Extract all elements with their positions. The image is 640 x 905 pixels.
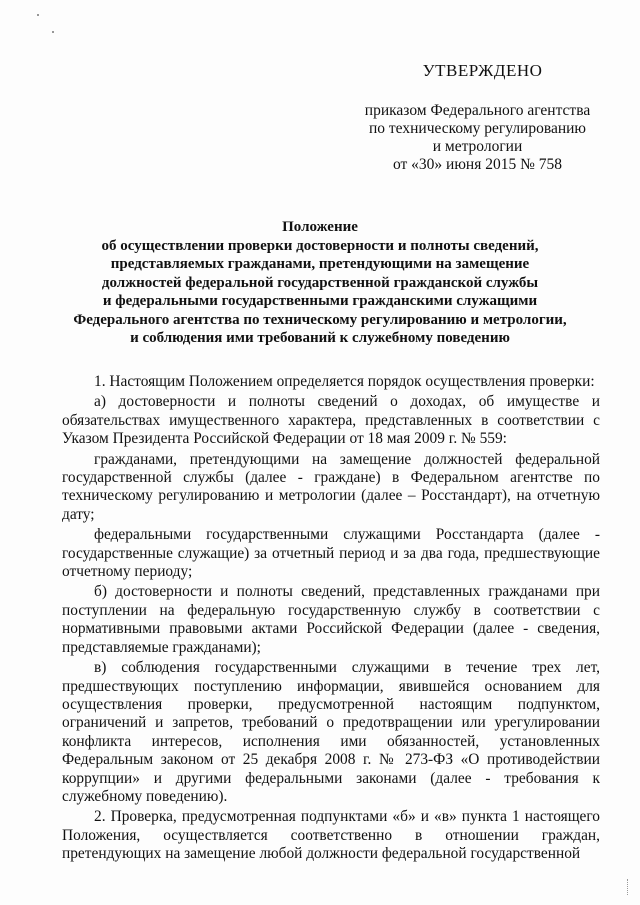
document-heading — [40, 218, 600, 348]
paragraph-1b: б) достоверности и полноты сведений, представленных гражданами при поступлении на федеральную государственную службу в соответствии с нормативными правовыми актами Российской Федерации (далее - сведения, представляемые гражданами); — [62, 583, 600, 656]
paragraph-1a-citizens: гражданами, претендующими на замещение должностей федеральной государственной службы (далее - граждане) в Федеральном агентстве по техническому регулированию и метрологии (далее – Росстандарт), на отчетную дату; — [62, 450, 600, 523]
approval-line: от «30» июня 2015 № 758 — [392, 156, 563, 173]
approval-line: приказом Федерального агентства — [364, 102, 591, 119]
paragraph-1: 1. Настоящим Положением определяется порядок осуществления проверки: — [94, 373, 595, 390]
heading-line: и соблюдения ими требований к служебному поведению — [130, 330, 510, 346]
paragraph-1a: а) достоверности и полноты сведений о доходах, об имуществе и обязательствах имущественного характера, представленных в соответствии с Указом Президента Российской Федерации от 18 мая 2009 г. № 559: — [62, 393, 600, 448]
heading-line: об осуществлении проверки достоверности и полноты сведений, — [101, 237, 539, 254]
scan-edge-mark — [627, 879, 632, 895]
paragraph-1a-servants: федеральными государственными служащими Росстандарта (далее - государственные служащие) за отчетный период и за два года, предшествующие отчетному периоду; — [62, 526, 600, 581]
scan-speck — [52, 31, 54, 33]
approved-title: УТВЕРЖДЕНО — [422, 61, 543, 80]
heading-line: представляемых гражданами, претендующими на замещение — [110, 256, 530, 272]
paragraph-1c: в) соблюдения государственными служащими в течение трех лет, предшествующих поступлению информации, явившейся основанием для осуществления проверки, предусмотренной настоящим подпунктом, ограничений и запретов, требований о предотвращении или урегулировании конфликта интересов, исполнения ими обязанностей, установленных Федеральным законом от 25 декабря 2008 г. № 273-ФЗ «О противодействии коррупции» и другими федеральными законами (далее - требования к служебному поведению). — [62, 659, 600, 805]
document-title: Положение — [282, 219, 358, 235]
document-body — [62, 373, 600, 866]
heading-line: должностей федеральной государственной гражданской службы — [101, 274, 539, 291]
approval-line: по техническому регулированию — [368, 120, 587, 137]
heading-line: Федерального агентства по техническому регулированию и метрологии, — [73, 311, 567, 328]
approval-line: и метрологии — [432, 138, 523, 155]
scan-speck — [37, 14, 39, 16]
approval-block — [345, 62, 610, 174]
paragraph-2: 2. Проверка, предусмотренная подпунктами «б» и «в» пункта 1 настоящего Положения, осуществляется соответственно в отношении граждан, претендующих на замещение любой должности федеральной государственной — [62, 808, 600, 863]
heading-line: и федеральными государственными гражданскими служащими — [102, 293, 538, 309]
